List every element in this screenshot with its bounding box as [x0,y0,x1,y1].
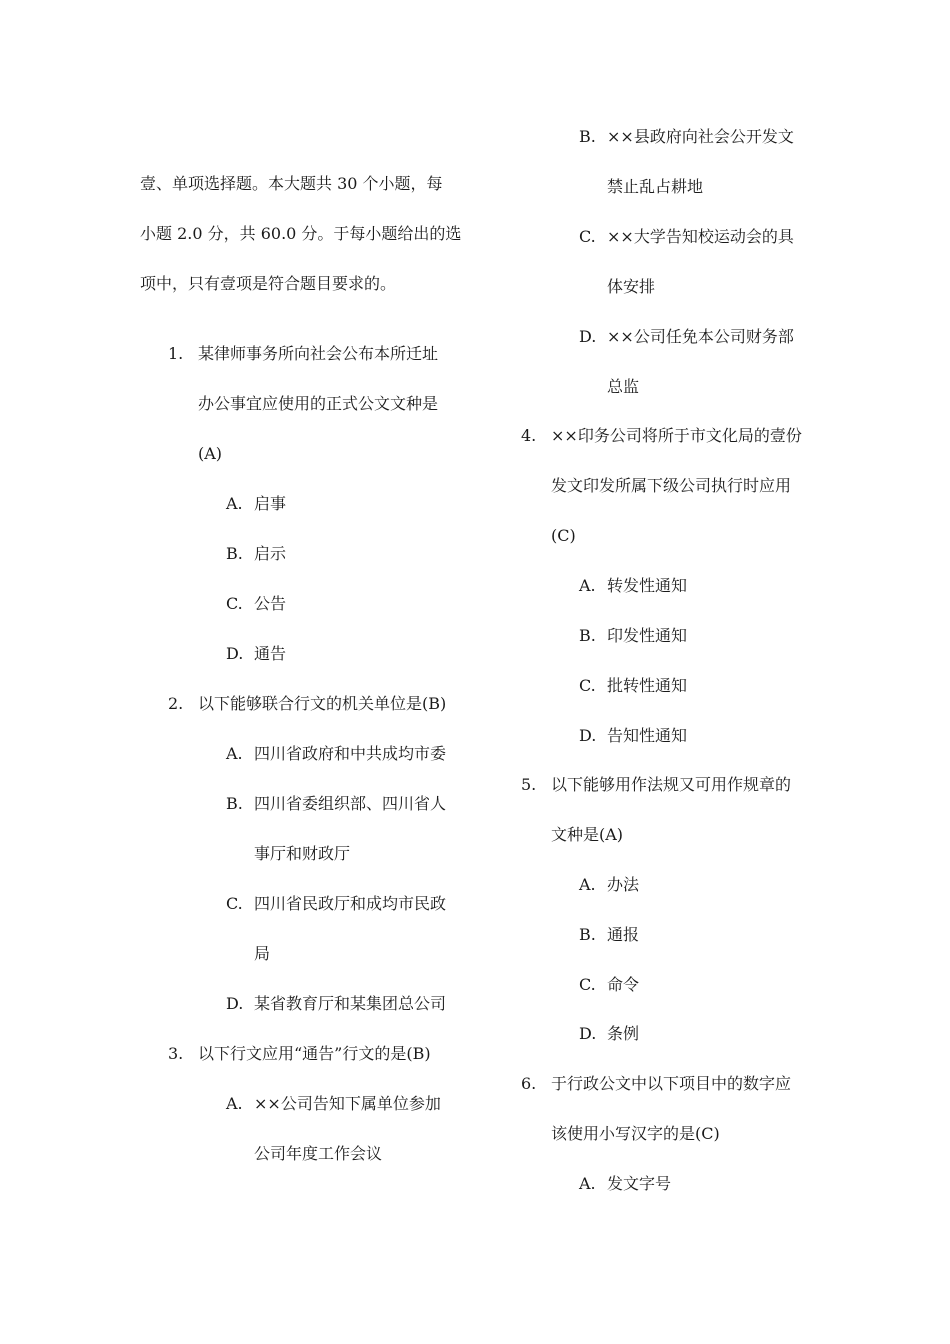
intro-line-1: 壹、单项选择题。本大题共 30 个小题，每 [140,174,443,193]
option-text: 公告 [254,594,287,613]
option-item [579,127,794,147]
option-item [226,644,286,664]
question-number: 1. [168,344,184,363]
intro-line-3: 项中，只有壹项是符合题目要求的。 [140,274,397,293]
option-text-continued: 公司年度工作会议 [254,1144,383,1163]
question-number: 5. [521,775,537,794]
option-text: 启示 [254,544,287,563]
option-item [579,626,687,646]
option-item [579,676,687,696]
question-number: 3. [168,1044,184,1063]
question-5 [521,775,791,795]
option-letter: D. [226,644,244,663]
option-text: ××公司任免本公司财务部 [607,327,794,346]
question-text: 以下行文应用“通告”行文的是(B) [198,1044,431,1063]
question-number: 6. [521,1074,537,1093]
option-letter: B. [579,925,596,944]
option-letter: C. [579,676,596,695]
option-item [579,227,794,247]
option-text: ××大学告知校运动会的具 [607,227,794,246]
option-text: 印发性通知 [607,626,688,645]
question-2 [168,694,446,714]
option-letter: C. [226,894,243,913]
question-text: 以下能够联合行文的机关单位是(B) [198,694,447,713]
option-text: 四川省政府和中共成均市委 [254,744,447,763]
option-item [579,875,639,895]
option-text: 通报 [607,925,640,944]
option-item [579,576,687,596]
option-letter: D. [579,327,597,346]
question-number: 2. [168,694,184,713]
question-text: 以下能够用作法规又可用作规章的 [551,775,792,794]
option-item [579,726,687,746]
question-text-continued: 办公事宜应使用的正式公文文种是 [198,394,439,413]
option-item [579,327,794,347]
option-item [226,894,446,914]
option-letter: B. [226,794,243,813]
option-text: 条例 [607,1024,640,1043]
option-text-continued: 禁止乱占耕地 [607,177,704,196]
option-item [579,1174,671,1194]
question-answer: (A) [198,444,223,463]
option-item [579,925,639,945]
option-item [226,994,446,1014]
option-text: 命令 [607,975,640,994]
option-text: ××县政府向社会公开发文 [607,127,794,146]
option-text-continued: 体安排 [607,277,656,296]
option-text: 某省教育厅和某集团总公司 [254,994,447,1013]
option-letter: A. [579,875,596,894]
option-letter: C. [579,227,596,246]
option-letter: A. [226,744,243,763]
question-text: ××印务公司将所于市文化局的壹份 [551,426,802,445]
option-item [226,494,286,514]
option-text-continued: 局 [254,944,271,963]
option-letter: C. [226,594,243,613]
option-text-continued: 总监 [607,377,640,396]
option-item [579,975,639,995]
option-letter: A. [579,1174,596,1193]
question-6 [521,1074,791,1094]
question-text-continued: 文种是(A) [551,825,624,844]
question-1 [168,344,438,364]
option-item [226,794,446,814]
question-text: 于行政公文中以下项目中的数字应 [551,1074,792,1093]
option-text: 批转性通知 [607,676,688,695]
option-item [226,744,446,764]
option-text: 告知性通知 [607,726,688,745]
option-item [226,544,286,564]
option-text: 启事 [254,494,287,513]
option-text: 四川省委组织部、四川省人 [254,794,447,813]
option-item [226,1094,441,1114]
question-text-continued: 该使用小写汉字的是(C) [551,1124,720,1143]
option-letter: B. [226,544,243,563]
option-letter: D. [579,726,597,745]
question-text-continued: 发文印发所属下级公司执行时应用 [551,476,792,495]
option-text-continued: 事厅和财政厅 [254,844,351,863]
option-text: 四川省民政厅和成均市民政 [254,894,447,913]
option-letter: D. [579,1024,597,1043]
option-letter: A. [579,576,596,595]
question-answer: (C) [551,526,576,545]
option-text: 办法 [607,875,640,894]
question-text: 某律师事务所向社会公布本所迁址 [198,344,439,363]
option-text: 发文字号 [607,1174,672,1193]
option-item [226,594,286,614]
option-letter: A. [226,494,243,513]
option-letter: B. [579,626,596,645]
question-4 [521,426,802,446]
question-3 [168,1044,431,1064]
option-text: 转发性通知 [607,576,688,595]
option-text: ××公司告知下属单位参加 [254,1094,441,1113]
option-text: 通告 [254,644,287,663]
option-letter: B. [579,127,596,146]
option-letter: D. [226,994,244,1013]
intro-line-2: 小题 2.0 分，共 60.0 分。于每小题给出的选 [140,224,462,243]
option-item [579,1024,639,1044]
option-letter: C. [579,975,596,994]
option-letter: A. [226,1094,243,1113]
question-number: 4. [521,426,537,445]
